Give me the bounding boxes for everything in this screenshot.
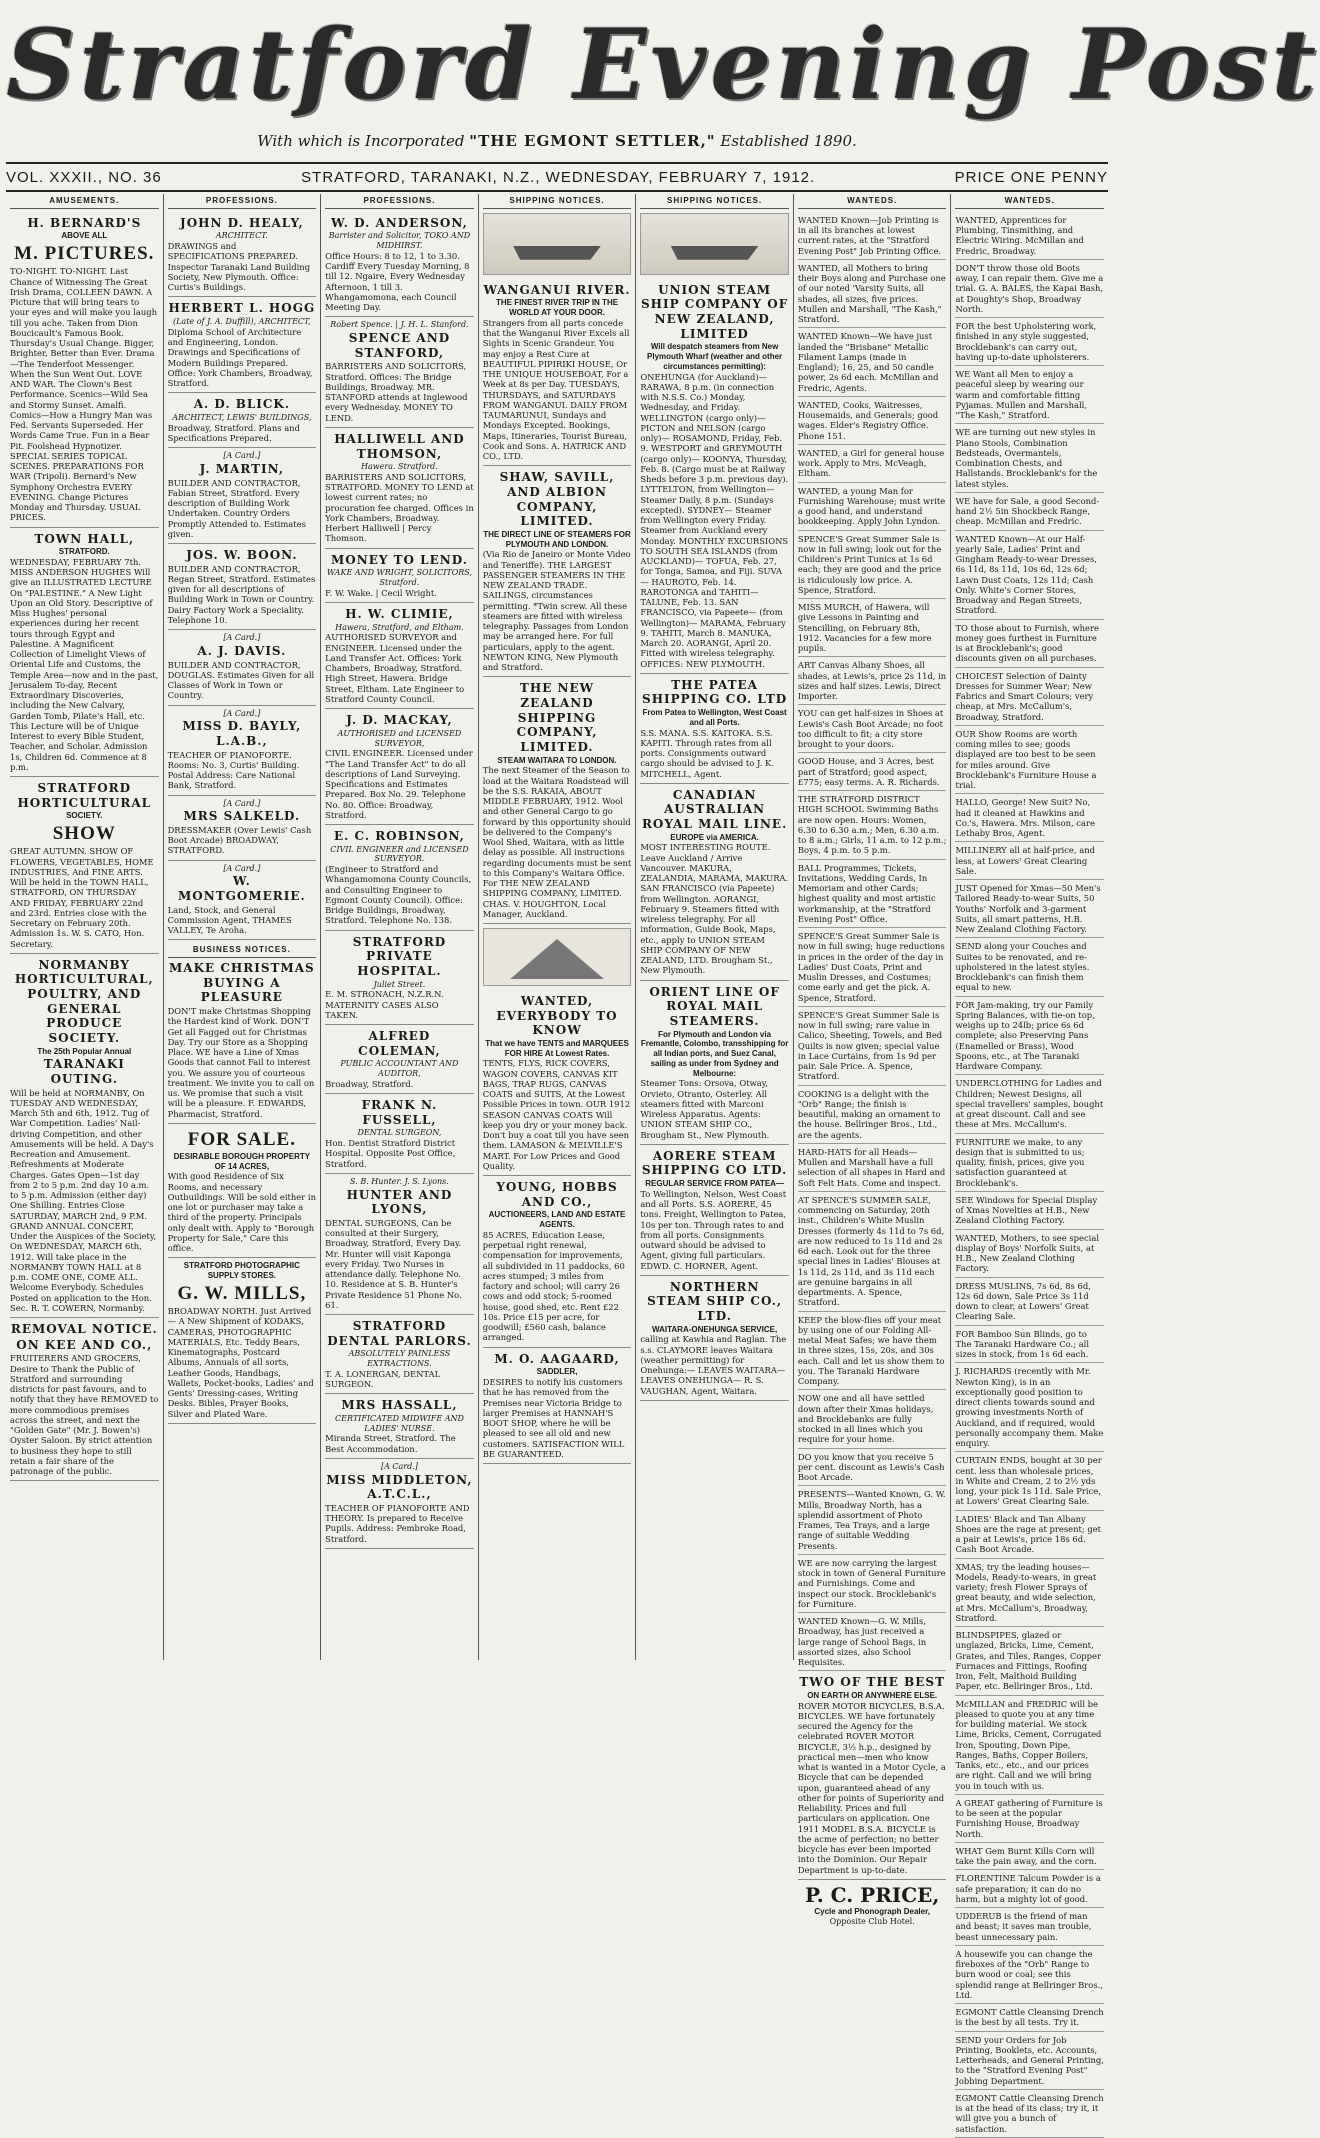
advert-subtitle: AUCTIONEERS, LAND AND ESTATE AGENTS. [488, 1210, 626, 1230]
advert-card [325, 428, 474, 549]
dealer-address: Opposite Club Hotel. [829, 1917, 915, 1927]
wanted-item: SPENCE'S Great Summer Sale is now in full swing; huge reductions in prices in the order of the day in Ladies' Dust Coats, Print and Muslin Dresses, and Costumes; come early and get the pick. A. Spence, Stratford. [798, 928, 947, 1007]
advert-title: HALLIWELL AND THOMSON, [334, 431, 465, 461]
advert-title: ORIENT LINE OF ROYAL MAIL STEAMERS. [649, 984, 780, 1028]
wanted-item: A GREAT gathering of Furniture is to be seen at the popular Furnishing House, Broadway North. [955, 1795, 1104, 1843]
advert-body: TEACHER OF PIANOFORTE AND THEORY. Is prepared to Receive Pupils. Address: Pembroke Road, Stratford. [325, 1502, 470, 1544]
wanted-item: EGMONT Cattle Cleansing Drench is the best by all tests. Try it. [955, 2004, 1104, 2032]
advert-title: E. C. ROBINSON, [334, 829, 465, 843]
advert-title: TOWN HALL, [34, 531, 135, 546]
advert-body: Steamer Tons: Orsova, Otway, Orvieto, Otranto, Osterley. All steamers fitted with Marconi Wireless Apparatus. Agents: UNION STEAM SHIP CO., Brougham St., New Plymouth. [640, 1078, 770, 1140]
wanted-item: SEND along your Couches and Suites to be renovated, and re-upholstered in the latest styles. Brocklebank's can finish them equal to new. [955, 938, 1104, 996]
advert-body: (Engineer to Stratford and Whangamomona County Councils, and Consulting Engineer to Egmont County Council). Office: Bridge Buildings, Broadway, Stratford. Telephone No. 138. [325, 864, 472, 926]
wanted-item: FURNITURE we make, to any design that is submitted to us; quality, finish, prices, give you satisfaction guaranteed at Brocklebank's. [955, 1134, 1104, 1192]
wanted-item: McMILLAN and FREDRIC will be pleased to quote you at any time for building material. We stock Lime, Bricks, Cement, Corrugated Iron, Spouting, Down Pipe, Ranges, Baths, Copper Boilers, Tanks, etc., etc., and our prices are right. Call and we will bring you in touch with us. [955, 1696, 1104, 1795]
wanted-item: PRESENTS—Wanted Known, G. W. Mills, Broadway North, has a splendid assortment of Photo Frames, Tea Trays, and a large range of suitable Wedding Presents. [798, 1486, 947, 1555]
column-shipping-2 [636, 194, 794, 1660]
advert-tents [483, 990, 632, 1176]
advert-title: UNION STEAM SHIP COMPANY OF NEW ZEALAND, LIMITED [640, 282, 789, 341]
advert-subtitle: ON EARTH OR ANYWHERE ELSE. [807, 1690, 938, 1700]
advert-body: TEACHER OF PIANOFORTE. Rooms: No. 3, Curtis' Building. Postal Address: Care National Bank, Stratford. [167, 749, 300, 791]
advert-body: calling at Kawhia and Raglan. The s.s. CLAYMORE leaves Waitara (weather permitting) for Onehunga:— LEAVES WAITARA— LEAVES ONEHUNGA— R. S. VAUGHAN, Agent, Waitara. [640, 1334, 787, 1396]
advert-body: Broadway, Stratford. Plans and Specifications Prepared. [167, 422, 300, 443]
advert-subtitle: [A Card.] [223, 863, 261, 873]
wanted-list [955, 212, 1104, 2138]
advert-photo-supply [168, 1258, 317, 1423]
advert-title: MRS HASSALL, [341, 1398, 458, 1413]
dealer-name: P. C. PRICE, [805, 1882, 940, 1907]
advert-body: 85 ACRES, Education Lease, perpetual right renewal, compensation for improvements, all subdivided in 11 paddocks, 60 acres stumped; 3 miles from factory and school; will carry 26 cows and odd stock; 5-roomed house, good shed, etc. Rent £22 10s. Price £15 per acre, for goodwill; £560 cash, balance arranged. [482, 1229, 625, 1343]
advert-body: Hon. Dentist Stratford District Hospital. Opposite Post Office, Stratford. [325, 1138, 456, 1169]
wanted-item: SEE Windows for Special Display of Xmas Novelties at H.B., New Zealand Clothing Factory. [955, 1192, 1104, 1230]
column-heading: SHIPPING NOTICES. [640, 194, 789, 209]
advert-two-best [798, 1671, 947, 1880]
steamer-illustration [483, 213, 632, 275]
advert-body: ROVER MOTOR BICYCLES, B.S.A. BICYCLES. WE have fortunately secured the Agency for the celebrated ROVER MOTOR BICYCLE, 3½ h.p., designed by practical men—men who know what is wanted in a Motor Cycle, a Bicycle that can be depended upon, guaranteed ahead of any other for points of Superiority and Reliability. Prices and full particulars on application. One 1911 MODEL B.S.A. BICYCLE is the acme of perfection; no better bicycle has ever been imported into the Dominion. Our Repair Department is up-to-date. [797, 1700, 946, 1875]
advert-card [325, 317, 474, 428]
advert-subtitle: THE FINEST RIVER TRIP IN THE WORLD AT YOUR DOOR. [495, 298, 619, 318]
wanted-item: CHOICEST Selection of Dainty Dresses for Summer Wear; New Fabrics and Smart Colours; very cheap, at Mrs. McCallum's, Broadway, Stratford. [955, 668, 1104, 726]
advert-body: Broadway, Stratford. [325, 1078, 414, 1089]
wanted-item: XMAS, try the leading houses—Models, Ready-to-wears, in great variety; fresh Flower Sprays of great beauty, and wide selection, at Mrs. McCallum's, Broadway, Stratford. [955, 1559, 1104, 1628]
wanted-item: MILLINERY all at half-price, and less, at Lowers' Great Clearing Sale. [955, 842, 1104, 880]
advert-subtitle: [A Card.] [223, 708, 261, 718]
advert-subtitle: DENTAL SURGEON, [357, 1128, 442, 1138]
advert-title: THE PATEA SHIPPING CO. LTD [642, 677, 788, 707]
wanted-item: LADIES' Black and Tan Albany Shoes are the rage at present; get a pair at Lewis's, price 18s 6d. Cash Boot Arcade. [955, 1511, 1104, 1559]
column-heading: AMUSEMENTS. [10, 194, 159, 209]
advert-body: DENTAL SURGEONS, Can be consulted at their Surgery, Broadway, Stratford, Every Day. Mr. Hunter will visit Kaponga every Friday. Two Nurses in attendance daily. Telephone No. 10. Residence at S. B. Hunter's Private Residence 51 Phone No. 61. [325, 1217, 462, 1310]
advert-body: DESIRES to notify his customers that he has removed from the Premises near Victoria Bridge to larger Premises at HANNAH'S BOOT SHOP, where he will be pleased to see all old and new customers. SATISFACTION WILL BE GUARANTEED. [482, 1377, 625, 1459]
advert-body: GREAT AUTUMN. SHOW OF FLOWERS, VEGETABLES, HOME INDUSTRIES, And FINE ARTS. Will be held in the TOWN HALL, STRATFORD, ON THURSDAY AND FRIDAY, FEBRUARY 22nd and 23rd. Entries close with the Secretary on February 20th. Admission 1s. W. S. CATO, Hon. Secretary. [10, 846, 154, 949]
wanted-list [798, 212, 947, 1672]
advert-subtitle: SADDLER, [536, 1367, 578, 1377]
advert-subtitle: THE DIRECT LINE OF STEAMERS FOR PLYMOUTH AND LONDON. [483, 529, 631, 549]
wanted-item: WANTED, Cooks, Waitresses, Housemaids, and Generals; good wages. Elder's Registry Office. Phone 151. [798, 397, 947, 445]
advert-subtitle: PUBLIC ACCOUNTANT AND AUDITOR, [340, 1059, 459, 1078]
wanted-item: GOOD House, and 3 Acres, best part of Stratford; good aspect, £775; easy terms. A. R. Richards. [798, 753, 947, 791]
wanted-item: WHAT Gem Burnt Kills Corn will take the pain away, and the corn. [955, 1843, 1104, 1871]
advert-title: REMOVAL NOTICE. [10, 1322, 158, 1337]
advert-card [325, 1394, 474, 1459]
advert-headline: M. PICTURES. [14, 243, 155, 265]
column-professions-1 [164, 194, 322, 1660]
advert-subtitle: Hawera. Stratford. [361, 462, 438, 472]
advert-card [168, 861, 317, 941]
advert-card [168, 630, 317, 705]
advert-subtitle: STEAM WAITARA TO LONDON. [497, 755, 617, 765]
wanted-item: MISS MURCH, of Hawera, will give Lessons in Painting and Stencilling, on February 8th, 1912. Vacancies for a few more pupils. [798, 599, 947, 657]
advert-subtitle: ABOVE ALL [61, 231, 108, 241]
advert-shipping [483, 677, 632, 924]
wanted-item: WE have for Sale, a good Second-hand 2½ 5in Shockbeck Range, cheap. McMillan and Fredric. [955, 493, 1104, 531]
advert-title: MISS MIDDLETON, A.T.C.L., [326, 1472, 473, 1502]
advert-title: M. O. AAGAARD, [494, 1351, 620, 1366]
advert-body: TENTS, FLYS, RICK COVERS, WAGON COVERS, CANVAS KIT BAGS, TRAP RUGS, CANVAS COATS and SUITS, At the Lowest Possible Prices in town. OUR 1912 SEASON CANVAS COATS Will keep you dry or your money back. Don't buy a coat till you have seen them. LAMASON & MELVILLE'S MART. For Low Prices and Good Quality. [482, 1058, 631, 1171]
wanted-item: HALLO, George! New Suit? No, had it cleaned at Hawkins and Co.'s, Hawera. Mrs. Milson, care Lethaby Bros, Agent. [955, 794, 1104, 842]
advert-subtitle: STRATFORD. [58, 547, 110, 557]
advert-title: STRATFORD HORTICULTURAL [17, 781, 152, 810]
subtitle-brand: "THE EGMONT SETTLER," [469, 132, 716, 150]
wanted-item: WANTED, a young Man for Furnishing Warehouse; must write a good hand, and understand bookkeeping. Apply John Lyndon. [798, 483, 947, 531]
advert-body: Land, Stock, and General Commission Agent, THAMES VALLEY, Te Aroha. [167, 904, 292, 936]
advert-card [325, 1315, 474, 1394]
advert-subtitle: Barrister and Solicitor, TOKO AND MIDHIRST. [328, 231, 471, 251]
advert-subtitle: [A Card.] [223, 798, 261, 808]
advert-headline: ON KEE AND CO., [16, 1337, 153, 1352]
advert-christmas-buying [168, 940, 317, 1123]
advert-card [168, 393, 317, 448]
wanted-item: WANTED Known—At our Half-yearly Sale, Ladies' Print and Gingham Ready-to-wear Dresses, 6s 11d, 8s 11d, 10s 6d, 12s 6d; Lawn Dust Coats, 12s 11d; Cash Only. White's Corner Stores, Broadway and Regan Streets, Stratford. [955, 531, 1104, 620]
wanted-item: WANTED, Apprentices for Plumbing, Tinsmithing, and Electric Wiring. McMillan and Fredric, Broadway. [955, 212, 1104, 260]
advert-body: CIVIL ENGINEER. Licensed under "The Land Transfer Act" to do all descriptions of Land Surveying. Specifications and Estimates Prepared. Box No. 29. Telephone No. 80. Office: Broadway, Stratford. [325, 748, 473, 820]
column-wanteds-1 [794, 194, 952, 1927]
volume-number: VOL. XXXII., NO. 36 [6, 168, 162, 186]
advert-headline: G. W. MILLS, [177, 1282, 307, 1304]
advert-title: H. BERNARD'S [27, 215, 142, 230]
advert-title: JOHN D. HEALY, [180, 215, 304, 230]
wanted-item: SPENCE'S Great Summer Sale is now in full swing; rare value in Calico, Sheeting, Towels, and Bed Quilts is now given; special value in Lace Curtains, from 1s 9d per pair. Sale Price. A. Spence, Stratford. [798, 1007, 947, 1086]
advert-card [168, 448, 317, 544]
advert-town-hall [10, 528, 159, 778]
advert-subtitle: S. B. Hunter. J. S. Lyons. [350, 1176, 449, 1186]
advert-headline: MAKE CHRISTMAS BUYING A PLEASURE [169, 961, 315, 1005]
advert-subtitle: CERTIFICATED MIDWIFE AND LADIES' NURSE. [334, 1413, 464, 1433]
advert-shipping [640, 674, 789, 784]
advert-shipping [640, 279, 789, 674]
wanted-item: WANTED Known—G. W. Mills, Broadway, has just received a large range of School Bags, in assorted sizes, also School Requisites. [798, 1613, 947, 1671]
wanted-item: A housewife you can change the fireboxes of the "Orb" Range to burn wood or coal; see this splendid range at Bellringer Bros., Ltd. [955, 1946, 1104, 2004]
advert-body: BARRISTERS AND SOLICITORS, Stratford. Offices: The Bridge Buildings, Broadway. MR. STANFORD attends at Inglewood every Wednesday. MONEY TO LEND. [325, 361, 468, 423]
advert-card [325, 549, 474, 603]
advert-subtitle: [A Card.] [223, 451, 261, 461]
advert-body: Office Hours: 8 to 12, 1 to 3.30. Cardiff Every Tuesday Morning, 8 till 12. Ngaire, Every Wednesday Afternoon, 1 till 3. Whangamomona, each Council Meeting Day. [325, 250, 470, 313]
wanted-item: WANTED, all Mothers to bring their Boys along and Purchase one of our noted 'Varsity Suits, all shades, all sizes, five prices. Mullen and Marshall, "The Kash," Stratford. [798, 260, 947, 329]
advert-card [325, 212, 474, 318]
steamer-illustration [640, 213, 789, 275]
advert-card [325, 1094, 474, 1174]
advert-title: J. MARTIN, [199, 461, 285, 476]
advert-body: DON'T make Christmas Shopping the Hardest kind of Work. DON'T Get all Fagged out for Christmas Day. Try our Store as a Shopping Place. WE have a Line of Xmas Goods that cannot Fail to interest you. We assure you of courteous treatment. We invite you to call on us. We promise that such a visit will be a pleasure. F. EDWARDS, Pharmacist, Stratford. [167, 1006, 315, 1119]
wanted-item: FLORENTINE Talcum Powder is a safe preparation; it can do no harm, but a mighty lot of good. [955, 1870, 1104, 1908]
column-heading: WANTEDS. [955, 194, 1104, 209]
wanted-item: CURTAIN ENDS, bought at 30 per cent. less than wholesale prices, in White and Cream, 2 to 2½ yds long, your pick 1s 11d. Sale Price, at Lowers' Great Clearing Sale. [955, 1452, 1104, 1510]
advert-title: AORERE STEAM SHIPPING CO LTD. [641, 1148, 788, 1178]
advert-card [168, 212, 317, 298]
wanted-item: WE are turning out new styles in Piano Stools, Combination Bedsteads, Overmantels, Combination Chests, and Hallstands. Brocklebank's for the latest styles. [955, 424, 1104, 493]
dateline-bar [6, 162, 1108, 192]
advert-shipping [483, 466, 632, 677]
advert-subtitle: For Plymouth and London via Fremantle, Colombo, transshipping for all Indian ports, and Suez Canal, sailing as under from Sydney and Melbourne: [640, 1029, 789, 1078]
advert-title: MONEY TO LEND. [331, 552, 468, 567]
advert-body: S.S. MANA. S.S. KAITOKA. S.S. KAPITI. Through rates from all ports. Consignments outward cargo should be advised to J. K. MITCHELL, Agent. [640, 727, 774, 779]
advert-title: W. D. ANDERSON, [331, 215, 468, 230]
wanted-item: EGMONT Cattle Cleansing Drench is at the head of its class; try it, it will give you a bunch of satisfaction. [955, 2090, 1104, 2138]
advert-auctioneers [483, 1176, 632, 1348]
wanted-item: SEND your Orders for Job Printing, Booklets, etc. Accounts, Letterheads, and General Printing, to the "Stratford Evening Post" Jobbing Department. [955, 2032, 1104, 2090]
wanted-item: NOW one and all have settled down after their Xmas holidays, and Brocklebanks are fully stocked in all lines which you require for your home. [798, 1390, 947, 1448]
column-heading: SHIPPING NOTICES. [483, 194, 632, 209]
page-columns [6, 194, 1108, 2134]
advert-pictures [10, 212, 159, 528]
advert-subtitle: Juliet Street. [373, 979, 426, 989]
advert-body: BUILDER AND CONTRACTOR, Fabian Street, Stratford. Every description of Building Work Undertaken. Country Orders Promptly Attended to. Estimates given. [167, 477, 306, 539]
wanted-item: AT SPENCE'S SUMMER SALE, commencing on Saturday, 20th inst., Children's White Muslin Dresses (formerly 4s 11d to 7s 6d, are now reduced to 1s 11d and 2s 6d each. Look out for the three special lines in Ladies' Blouses at 1s 11d, 2s 11d, and 3s 11d each are genuine bargains in all departments. A. Spence, Stratford. [798, 1192, 947, 1312]
wanted-item: COOKING is a delight with the "Orb" Range; the finish is beautiful, making an ornament to the house. Bellringer Bros., Ltd., are the agents. [798, 1086, 947, 1144]
advert-body: F. W. Wake. | Cecil Wright. [325, 587, 437, 598]
wanted-item: THE STRATFORD DISTRICT HIGH SCHOOL Swimming Baths are now open. Hours: Women, 6.30 to 6.30 a.m.; Men, 6.30 a.m. to 8 a.m.; Girls, 11 a.m. to 12 p.m.; Boys, 4 p.m. to 5 p.m. [798, 791, 947, 860]
advert-subtitle: The 25th Popular Annual [37, 1046, 132, 1056]
advert-subtitle: ABSOLUTELY PAINLESS EXTRACTIONS. [348, 1349, 451, 1368]
advert-title: ALFRED COLEMAN, [358, 1029, 441, 1058]
advert-shipping [640, 1276, 789, 1401]
wanted-item: DRESS MUSLINS, 7s 6d, 8s 6d, 12s 6d down, Sale Price 3s 11d down to clear, at Lowers' Great Clearing Sale. [955, 1278, 1104, 1326]
advert-card [325, 1174, 474, 1315]
advert-subtitle: Robert Spence. | J. H. L. Stanford. [330, 320, 469, 330]
advert-body: BUILDER AND CONTRACTOR, Regan Street, Stratford. Estimates given for all descriptions of Building Work in Town or Country. Dairy Factory Work a Speciality. Telephone 10. [167, 563, 316, 625]
advert-card [168, 544, 317, 630]
advert-body: BARRISTERS AND SOLICITORS, STRATFORD. MONEY TO LEND at lowest current rates; no procuration fee charged. Offices in York Chambers, Broadway. Herbert Halliwell | Percy Thomson. [325, 471, 474, 544]
advert-card [325, 1025, 474, 1094]
newspaper-title: Stratford Evening Post [6, 8, 1320, 121]
advert-title: FRANK N. FUSSELL, [361, 1098, 438, 1127]
advert-card [168, 796, 317, 861]
advert-card [325, 931, 474, 1025]
advert-title: H. W. CLIMIE, [345, 607, 454, 621]
wanted-item: HARD-HATS for all Heads—Mullen and Marshall have a full selection of all shapes in Hard and Soft Felt Hats. Come and inspect. [798, 1144, 947, 1192]
advert-body: Strangers from all parts concede that the Wanganui River Excels all Sights in Scenic Grandeur. You may enjoy a Rest Cure at BEAUTIFUL PIPIRIKI HOUSE, Or THE UNIQUE HOUSEBOAT, For a Week at 8s per Day. TUESDAYS, THURSDAYS, and SATURDAYS FROM WANGANUI. DAILY FROM TAUMARUNUI, Sundays and Mondays Excepted. Bookings, Maps, Itineraries, Tourist Bureau, Cook and Sons. A. HATRICK AND CO., LTD. [482, 317, 630, 462]
wanted-item: FOR Bamboo Sun Blinds, go to The Taranaki Hardware Co.; all sizes in stock, from 1s 6d each. [955, 1326, 1104, 1364]
advert-subtitle: SOCIETY. [66, 811, 103, 821]
advert-subtitle: ARCHITECT. [215, 231, 268, 241]
advert-body: AUTHORISED SURVEYOR and ENGINEER. Licensed under the Land Transfer Act. Offices: York Chambers, Broadway, Stratford. High Street, Hawera. Bridge Street, Eltham. Late Engineer to Stratford County Council. [325, 632, 465, 704]
advert-body: MOST INTERESTING ROUTE. Leave Auckland / Arrive Vancouver. MAKURA, ZEALANDIA, MARAMA, MAKURA. SAN FRANCISCO (via Papeete) from Wellington. AORANGI, February 9. Steamers fitted with wireless telegraphy. For all information, Guide Book, Maps, etc., apply to UNION STEAM SHIP COMPANY OF NEW ZEALAND, LTD. Brougham St., New Plymouth. [640, 842, 789, 976]
advert-subtitle: That we have TENTS and MARQUEES FOR HIRE At Lowest Rates. [485, 1038, 629, 1058]
advert-shipping [640, 784, 789, 981]
advert-subtitle: [A Card.] [380, 1461, 418, 1471]
advert-title: JOS. W. BOON. [186, 548, 298, 562]
advert-title: A. D. BLICK. [193, 397, 291, 412]
advert-card [168, 297, 317, 393]
advert-title: NORMANBY HORTICULTURAL, POULTRY, AND GENERAL PRODUCE SOCIETY. [14, 957, 154, 1045]
advert-subtitle: [A Card.] [223, 633, 261, 643]
advert-title: WANGANUI RIVER. [483, 282, 631, 297]
advert-title: SHAW, SAVILL, AND ALBION COMPANY, LIMITED. [499, 470, 615, 529]
advert-body: Miranda Street, Stratford. The Best Accommodation. [325, 1433, 456, 1454]
advert-body: With good Residence of Six Rooms, and necessary Outbuildings. Will be sold either in one lot or purchaser may take a third of the property. Principals only dealt with. Apply to "Borough Property for Sale," Care this office. [167, 1171, 317, 1254]
column-amusements [6, 194, 164, 1660]
advert-body: WEDNESDAY, FEBRUARY 7th. MISS ANDERSON HUGHES Will give an ILLUSTRATED LECTURE On "PALESTINE." A New Light Upon an Old Story. Descriptive of Miss Hughes' personal experiences during her recent tours through Egypt and Palestine. A Magnificent Collection of Limelight Views of Oriental Life and Customs, the Temple Area—now and in the past, Jerusalem To-day, Recent Extraordinary Discoveries, including the New Calvary, Garden Tomb, Pilate's Hall, etc. This Lecture will be of Unique Interest to every Bible Student, Teacher, and Scholar. Admission 1s, Children 6d. Commence at 8 p.m. [10, 556, 159, 772]
advert-removal-notice [10, 1318, 159, 1481]
advert-card [325, 825, 474, 931]
advert-body: Diploma School of Architecture and Engineering, London. Drawings and Specifications of Modern Buildings Prepared. Office: York Chambers, Broadway, Stratford. [167, 326, 313, 388]
advert-body: The next Steamer of the Season to load at the Waitara Roadstead will be the S.S. RAKAIA, ABOUT MIDDLE FEBRUARY, 1912. Wool and other General Cargo to go forward by this opportunity should be delivered to the Company's Wool Shed, Waitara, with as little delay as possible. All instructions regarding documents must be sent to this Company's Waitara Office. For THE NEW ZEALAND SHIPPING COMPANY, LIMITED. CHAS. V. HOUGHTON, Local Manager, Auckland. [482, 765, 632, 919]
wanted-item: WANTED Known—Job Printing is in all its branches at lowest current rates, at the "Stratford Evening Post" Job Printing Office. [798, 212, 947, 260]
advert-title: J. D. MACKAY, [346, 713, 453, 728]
wanted-item: TO those about to Furnish, where money goes furthest in Furniture is at Brocklebank's; good discounts given on all purchases. [955, 620, 1104, 668]
advert-title: A. J. DAVIS. [197, 643, 287, 658]
advert-subtitle: ARCHITECT, LEWIS' BUILDINGS, [172, 412, 312, 422]
subtitle-suffix: Established 1890. [720, 132, 857, 150]
advert-body: FRUITERERS AND GROCERS, Desire to Thank the Public of Stratford and surrounding districts for past favours, and to notify that they have REMOVED to more commodious premises across the street, and next the "Golden Gate" (Mr. J. Bowen's) Oyster Saloon. By strict attention to business they hope to still retain a fair share of the patronage of the public. [10, 1353, 159, 1477]
subtitle-prefix: With which is Incorporated [257, 132, 465, 150]
advert-title: WANTED, EVERYBODY TO KNOW [496, 994, 618, 1038]
advert-body: BROADWAY NORTH. Just Arrived— A New Shipment of KODAKS, CAMERAS, PHOTOGRAPHIC MATERIALS, Etc. Teddy Bears, Kinematographs, Postcard Albums, Annuals of all sorts, Leather Goods, Handbags, Wallets, Pocket-books, Ladies' and Gents' Dressing-cases, Writing Desks. Bibles, Prayer Books, Silver and Plated Ware. [167, 1306, 314, 1419]
advert-subtitle: WAKE AND WRIGHT, SOLICITORS, Stratford. [326, 568, 473, 587]
advert-subtitle: STRATFORD PHOTOGRAPHIC SUPPLY STORES. [183, 1261, 300, 1281]
advert-body: ONEHUNGA (for Auckland)— RARAWA, 8 p.m. (in connection with N.S.S. Co.) Monday, Wednesday, and Friday. WELLINGTON (cargo only)— PICTON and NELSON (cargo only)— ROSAMOND, Friday, Feb. 9. WESTPORT and GREYMOUTH (cargo only)— KOONYA, Thursday, Feb. 8. (Cargo must be at Railway Sheds before 3 p.m. previous day). LYTTELTON, from Wellington— Steamer Daily, 8 p.m. (Sundays excepted). SYDNEY— Steamer from Wellington every Friday. Steamer from Auckland every Monday. MONTHLY EXCURSIONS TO SOUTH SEA ISLANDS (from AUCKLAND)— TOFUA, Feb. 27, for Tonga, Samoa, and Fiji. SUVA— HAUROTO, Feb. 14. RAROTONGA and TAHITI— TALUNE, Feb. 13. SAN FRANCISCO, via Papeete— (from Wellington)— MARAMA, February 9. TAHITI, March 8. MANUKA, March 20. AORANGI, April 20. Fitted with wireless telegraphy. OFFICES: NEW PLYMOUTH. [640, 371, 789, 669]
masthead-subtitle [6, 132, 1108, 150]
wanted-item: WANTED Known—We have just landed the "Brisbane" Metallic Filament Lamps (made in England); 16, 25, and 50 candle power, 2s 6d each. McMillan and Fredric, Agents. [798, 328, 947, 397]
advert-body: E. M. STRONACH, N.Z.R.N. MATERNITY CASES ALSO TAKEN. [325, 989, 444, 1020]
advert-subtitle: DESIRABLE BOROUGH PROPERTY OF 14 ACRES, [173, 1151, 311, 1171]
wanted-item: J. RICHARDS (recently with Mr. Newton King), is in an exceptionally good position to direct clients towards sound and growing investments North of Auckland, and if required, would personally accompany them. Make enquiry. [955, 1363, 1104, 1452]
advert-title: STRATFORD PRIVATE HOSPITAL. [352, 934, 447, 978]
wanted-item: ART Canvas Albany Shoes, all shades, at Lewis's, price 2s 11d, in sizes and half sizes. Lewis, Direct Importer. [798, 657, 947, 705]
wanted-item: WANTED, Mothers, to see special display of Boys' Norfolk Suits, at H.B., New Zealand Clothing Factory. [955, 1230, 1104, 1278]
advert-body: To Wellington, Nelson, West Coast and all Ports. S.S. AORERE, 45 tons. Freight, Wellington to Patea, 10s per ton. Through rates to and from all ports. Consignments outward should be advised to Agent, giving full particulars. EDWD. C. HORNER, Agent. [640, 1188, 787, 1271]
advert-card [325, 603, 474, 709]
wanted-item: JUST Opened for Xmas—50 Men's Tailored Ready-to-wear Suits, 50 Youths' Norfolk and 3-garment Suits, all smart patterns, H.B. New Zealand Clothing Factory. [955, 880, 1104, 938]
column-wanteds-2 [951, 194, 1108, 2134]
wanted-item: BALL Programmes, Tickets, Invitations, Wedding Cards, In Memoriam and other Cards; highest quality and most artistic workmanship, at the "Stratford Evening Post" Office. [798, 860, 947, 929]
advert-subtitle: (Late of J. A. Duffill), ARCHITECT, [173, 317, 311, 326]
advert-subtitle: Will despatch steamers from New Plymouth Wharf (weather and other circumstances permitting): [647, 342, 783, 371]
advert-headline: TARANAKI OUTING. [43, 1057, 125, 1086]
wanted-item: DO you know that you receive 5 per cent. discount as Lewis's Cash Boot Arcade. [798, 1449, 947, 1487]
column-professions-2 [321, 194, 479, 1660]
wanted-item: WANTED, a Girl for general house work. Apply to Mrs. McVeagh, Eltham. [798, 445, 947, 483]
advert-title: THE NEW ZEALAND SHIPPING COMPANY, LIMITED. [516, 681, 598, 754]
issue-date: STRATFORD, TARANAKI, N.Z., WEDNESDAY, FEBRUARY 7, 1912. [301, 168, 816, 186]
section-heading: BUSINESS NOTICES. [168, 943, 317, 958]
column-shipping-1 [479, 194, 637, 1660]
advert-title: TWO OF THE BEST [799, 1675, 946, 1690]
advert-body: Will be held at NORMANBY, On TUESDAY AND WEDNESDAY, March 5th and 6th, 1912. Tug of War Competition. Ladies' Nail-driving Competition, and other Amusements will be held. A Day's Recreation and Amusement. Refreshments at Moderate Charges. Gates Open—1st day from 2 to 5 p.m. 2nd day 10 a.m. to 5 p.m. Admission (either day) One Shilling. Entries Close SATURDAY, MARCH 2nd, 9 P.M. GRAND ANNUAL CONCERT, Under the Auspices of the Society, On WEDNESDAY, MARCH 6th, 1912. Will take place in the NORMANBY TOWN HALL at 8 p.m. COME ONE, COME ALL. Welcome Everybody. Schedules Posted on application to the Hon. Sec. R. T. COWERN, Normanby. [10, 1087, 157, 1313]
advert-body: TO-NIGHT. TO-NIGHT. Last Chance of Witnessing The Great Irish Drama, COLLEEN DAWN. A Picture that will bring tears to your eyes and will make you laugh till you ache. Taken from Dion Boucicault's Famous Book. Thursday's Usual Change. Bigger, Brighter, Better than Ever. Drama—The Tenderfoot Messenger. When the Sun Went Out. LOVE AND WAR. The Clown's Best Performance. Scenics—Wild Sea and Stormy Sunset. Amalfi. Comics—How a Hungry Man was Fed. Servants Superseded. Her Words Came True. Fun in a Bear Pit. Foolshead Hypnotizer. SPECIAL SERIES TOPICAL SCENES. PREPARATIONS FOR WAR (Tripoli). Bernard's New Symphony Orchestra EVERY EVENING. Change Pictures Monday and Thursday. USUAL PRICES. [10, 266, 157, 523]
advert-headline: FOR SALE. [187, 1128, 296, 1150]
advert-card [325, 1459, 474, 1549]
advert-body: DRAWINGS and SPECIFICATIONS PREPARED. Inspector Taranaki Land Building Society, New Plymouth. Office: Curtis's Buildings. [167, 241, 311, 293]
advert-title: MISS D. BAYLY, L.A.B., [182, 719, 302, 748]
advert-body: DRESSMAKER (Over Lewis' Cash Boot Arcade) BROADWAY, STRATFORD. [167, 824, 312, 856]
advert-title: MRS SALKELD. [183, 809, 301, 824]
advert-subtitle: REGULAR SERVICE FROM PATEA— [645, 1179, 784, 1188]
advert-body: BUILDER AND CONTRACTOR, DOUGLAS. Estimates Given for all Classes of Work in Town or Country. [167, 659, 315, 701]
wanted-item: FOR Jam-making, try our Family Spring Balances, with tie-on top, weighs up to 24lb; price 6s 6d complete; also Preserving Pans (Enamelled or Brass), Wood Spoons, etc., at The Taranaki Hardware Company. [955, 997, 1104, 1076]
advert-subtitle: Hawera, Stratford, and Eltham. [335, 622, 464, 632]
advert-subtitle: CIVIL ENGINEER and LICENSED SURVEYOR. [330, 844, 469, 864]
wanted-item: FOR the best Upholstering work, finished in any style suggested, Brocklebank's can carry out, having up-to-date upholsterers. [955, 318, 1104, 366]
wanted-item: KEEP the blow-flies off your meat by using one of our Folding All-metal Meat Safes; we have them in three sizes, 15s, 20s, and 30s each. Call and let us show them to you. The Taranaki Hardware Company. [798, 1312, 947, 1391]
masthead [6, 0, 1320, 150]
advert-body: (Via Rio de Janeiro or Monte Video and Teneriffe). THE LARGEST PASSENGER STEAMERS IN THE NEW ZEALAND TRADE. SAILINGS, circumstances permitting. *Twin screw. All these steamers are fitted with wireless telegraphy. Passages from London may be arranged here. For full particulars, apply to the agent. NEWTON KING, New Plymouth and Stratford. [482, 549, 631, 673]
wanted-item: UNDERCLOTHING for Ladies and Children; Newest Designs, all special travellers' samples, bought at great discount. Call and see these at Mrs. McCallum's. [955, 1075, 1104, 1133]
advert-normanby-society [10, 954, 159, 1318]
advert-shipping [640, 1145, 789, 1276]
advert-card [325, 709, 474, 825]
advert-body: T. A. LONERGAN, DENTAL SURGEON. [325, 1368, 441, 1389]
advert-title: HERBERT L. HOGG [168, 301, 316, 316]
advert-title: CANADIAN AUSTRALIAN ROYAL MAIL LINE. [641, 787, 788, 831]
advert-headline: SHOW [52, 823, 116, 845]
wanted-item: WE Want all Men to enjoy a peaceful sleep by wearing our warm and comfortable fitting Pyjamas. Mullen and Marshall, "The Kash," Stratford. [955, 366, 1104, 424]
advert-title: YOUNG, HOBBS AND CO., [496, 1180, 618, 1209]
dealer-trade: Cycle and Phonograph Dealer, [814, 1907, 930, 1917]
wanted-item: SPENCE'S Great Summer Sale is now in full swing; look out for the Children's Print Tunics at 1s 6d each; they are good and the price is ridiculously low price. A. Spence, Stratford. [798, 531, 947, 600]
column-heading: WANTEDS. [798, 194, 947, 209]
advert-shipping [483, 279, 632, 467]
advert-for-sale [168, 1124, 317, 1259]
advert-title: W. MONTGOMERIE. [178, 874, 306, 903]
advert-title: SPENCE AND STANFORD, [348, 331, 451, 360]
tent-illustration [483, 928, 632, 986]
advert-subtitle: EUROPE via AMERICA. [670, 832, 759, 842]
advert-subtitle: WAITARA-ONEHUNGA SERVICE, [652, 1324, 778, 1334]
wanted-item: UDDERUB is the friend of man and beast; it saves man trouble, beast unnecessary pain. [955, 1908, 1104, 1946]
column-heading: PROFESSIONS. [325, 194, 474, 209]
advert-saddler [483, 1348, 632, 1464]
advert-title: NORTHERN STEAM SHIP CO., LTD. [647, 1279, 783, 1323]
advert-title: HUNTER AND LYONS, [346, 1187, 453, 1217]
advert-card [168, 706, 317, 796]
advert-title: STRATFORD DENTAL PARLORS. [327, 1319, 472, 1348]
wanted-item: YOU can get half-sizes in Shoes at Lewis's Cash Boot Arcade; no foot too difficult to fit; a city store brought to your doors. [798, 705, 947, 753]
wanted-item: WE are now carrying the largest stock in town of General Furniture and Furnishings. Come and inspect our stock. Brocklebank's for Furniture. [798, 1555, 947, 1613]
issue-price: PRICE ONE PENNY [954, 168, 1108, 186]
wanted-item: DON'T throw those old Boots away, I can repair them. Give me a trial. G. A. BALES, the Kapai Bash, at Doughty's Shop, Broadway North. [955, 260, 1104, 318]
column-heading: PROFESSIONS. [168, 194, 317, 209]
advert-subtitle: AUTHORISED and LICENSED SURVEYOR, [337, 728, 462, 748]
wanted-item: BLINDSPIPES, glazed or unglazed, Bricks, Lime, Cement, Grates, and Tiles, Ranges, Copper Furnaces and Fittings, Roofing Iron, Felt, Malthoid Building Paper, etc. Bellringer Bros., Ltd. [955, 1627, 1104, 1696]
wanted-item: OUR Show Rooms are worth coming miles to see; goods displayed are too best to be seen for miles around. Give Brocklebank's Furniture House a trial. [955, 726, 1104, 795]
advert-subtitle: From Patea to Wellington, West Coast and all Ports. [642, 708, 787, 727]
advert-shipping [640, 981, 789, 1145]
advert-horticultural-show [10, 777, 159, 954]
